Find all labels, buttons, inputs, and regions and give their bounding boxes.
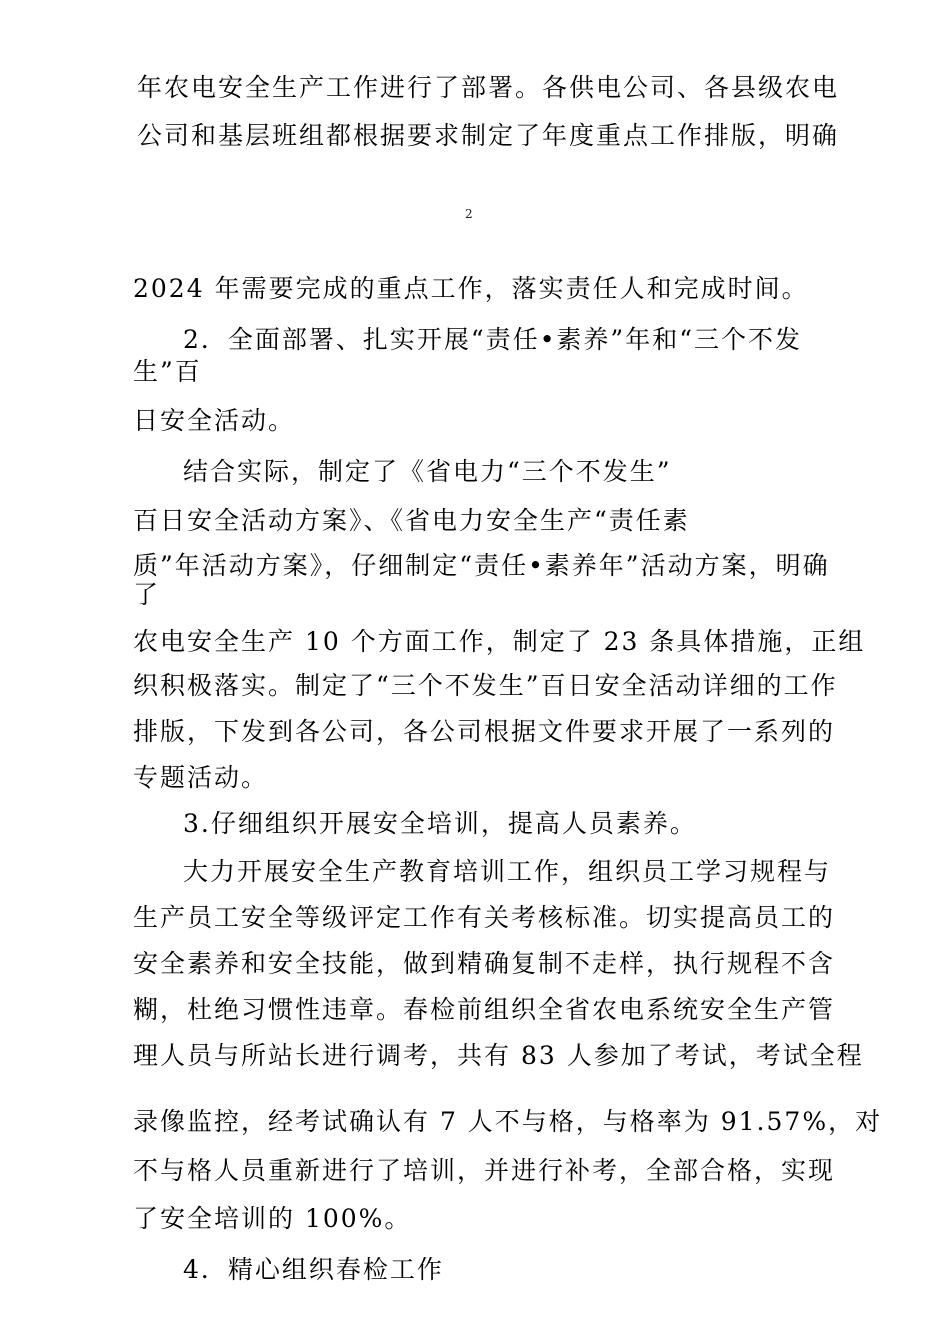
text-line: 安全素养和安全技能，做到精确复制不走样，执行规程不含 [133, 949, 836, 978]
text-line: 糊，杜绝习惯性违章。春检前组织全省农电系统安全生产管 [133, 995, 836, 1024]
text-line: 大力开展安全生产教育培训工作，组织员工学习规程与 [183, 857, 832, 886]
text-line: 结合实际，制定了《省电力“三个不发生” [183, 457, 672, 486]
text-line: 年农电安全生产工作进行了部署。各供电公司、各县级农电 [137, 73, 840, 102]
text-line: 2．全面部署、扎实开展“责任•素养”年和“三个不发 [183, 325, 802, 354]
text-line: 排版，下发到各公司，各公司根据文件要求开展了一系列的 [133, 717, 836, 746]
text-line: 了 [133, 580, 161, 609]
text-line: 织积极落实。制定了“三个不发生”百日安全活动详细的工作 [133, 671, 838, 700]
text-line: 公司和基层班组都根据要求制定了年度重点工作排版，明确 [137, 121, 840, 150]
text-line: 生”百 [133, 357, 202, 386]
text-line: 3.仔细组织开展安全培训，提高人员素养。 [183, 809, 697, 838]
text-line: 专题活动。 [133, 763, 269, 792]
text-line: 百日安全活动方案》、《省电力安全生产“责任素 [133, 506, 690, 535]
text-line: 录像监控，经考试确认有 7 人不与格，与格率为 91.57%，对 [133, 1107, 883, 1136]
text-line: 农电安全生产 10 个方面工作，制定了 23 条具体措施，正组 [133, 627, 866, 656]
text-line: 了安全培训的 100%。 [133, 1204, 412, 1233]
page-number: 2 [465, 207, 473, 221]
text-line: 2024 年需要完成的重点工作，落实责任人和完成时间。 [133, 274, 809, 303]
text-line: 日安全活动。 [133, 406, 296, 435]
text-line: 理人员与所站长进行调考，共有 83 人参加了考试，考试全程 [133, 1041, 864, 1070]
text-line: 生产员工安全等级评定工作有关考核标准。切实提高员工的 [133, 903, 836, 932]
text-line: 质”年活动方案》，仔细制定“责任•素养年”活动方案，明确 [133, 551, 830, 580]
text-line: 4．精心组织春检工作 [183, 1255, 444, 1284]
text-line: 不与格人员重新进行了培训，并进行补考，全部合格，实现 [133, 1156, 836, 1185]
